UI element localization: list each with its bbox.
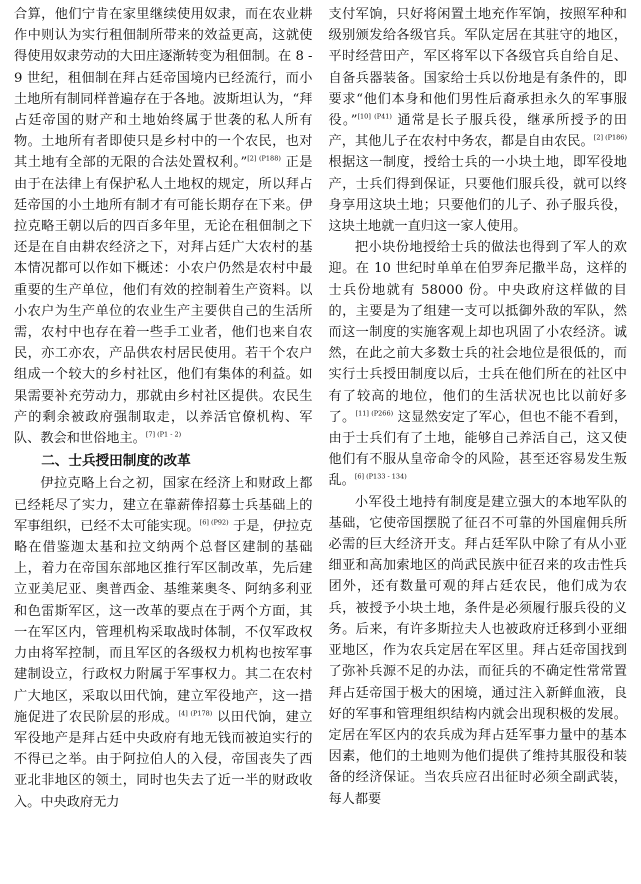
citation: [6] (P92) — [199, 518, 229, 527]
text-run: 这显然安定了军心，但也不能不看到，由于士兵们有了土地，能够自己养活自己，这又使他们有不服从皇帝命令的风险，甚至还容易发生叛乱。 — [328, 409, 628, 489]
text-run: 通常是长子服兵役，继承所授予的田产，其他儿子在农村中务农，都是自由农民。 — [328, 113, 627, 150]
text-run: 小军役土地持有制度是建立强大的本地军队的基础，它使帝国摆脱了征召不可靠的外国雇佣兵所必需的巨大经济开支。拜占廷军队中除了有从小亚细亚和高加索地区的尚武民族中征召来的攻击性兵团外，还有数量可观的拜占廷农民，他们成为农兵，被授予小块土地，条件是必须履行服兵役的义务。后来，有许多斯拉夫人也被政府迁移到小亚细亚地区，作为农兵定居在军区里。拜占廷帝国找到了弥补兵源不足的办法，而征兵的不确定性常常置拜占廷帝国于极大的困境，通过注入新鲜血液，良好的军事和管理组织结构内就会出现积极的发展。定居在军区内的农兵成为拜占廷军事力量中的基本因素，他们的土地则为他们提供了维持其服役和装备的经济保证。当农兵应召出征时必须全副武装，每人都要 — [328, 494, 627, 807]
citation: [2] (P188) — [247, 155, 281, 164]
text-run: 根据这一制度，授给士兵的一小块土地，即军役地产，士兵们得到保证，只要他们服兵役，就可以终身享用这块土地；只要他们的儿子、孙子服兵役，这块土地就一直归这一家人使用。 — [328, 155, 627, 235]
left-column — [14, 4, 313, 884]
text-run: 合算，他们宁肯在家里继续使用奴隶，而在农业耕作中则认为实行租佃制所带来的效益更高，这就使得使用奴隶劳动的大田庄逐渐转变为租佃制。在 8 - 9 世纪，租佃制在拜占廷帝国境内已经流行，而小土地所有制同样普遍存在于各地。波斯坦认为，“拜占廷帝国的财产和土地始终属于世袭的私人所有物。土地所有者即使只是乡村中的一个农民，也对其土地有全部的无限的合法处置权利。” — [14, 7, 313, 171]
text-run: 正是由于在法律上有保护私人土地权的规定，所以拜占廷帝国的小土地所有制才有可能长期存在下来。伊拉克略王朝以后的四百多年里，无论在租佃制之下还是在自由耕农经济之下，对拜占廷广大农村的基本情况都可以作如下概述：小农户仍然是农村中最重要的生产单位，他们有效的控制着生产资料。以小农户为生产单位的农业生产主要供自己的生活所需，农村中也存在着一些手工业者，他们也来自农民，亦工亦农，产品供农村居民使用。若干个农户组成一个较大的乡村社区，他们有集体的利益。如果需要补充劳动力，那就由乡村社区提供。农民生产的剩余被政府强制取走，以养活官僚机构、军队、教会和世俗地主。 — [14, 155, 313, 447]
paragraph-left-1 — [14, 4, 313, 449]
citation: [7] (P1 - 2) — [145, 430, 182, 439]
citation: [10] (P41) — [357, 112, 392, 121]
text-run: 把小块份地授给士兵的做法也得到了军人的欢迎。在 10 世纪时单单在伯罗奔尼撒半岛，这样的士兵份地就有 58000 份。中央政府这样做的目的，主要是为了组建一支可以抵御外敌的军队，然而这一制度的实施客观上却也巩固了小农经济。诚然，在此之前大多数士兵的社会地位是很低的，而实行士兵授田制度以后，士兵在他们所在的社区中有了较高的地位，他们的生活状况也比以前好多了。 — [328, 240, 627, 425]
citation: [2] (P186) — [593, 133, 627, 142]
text-run: 以田代饷，建立军役地产是拜占廷中央政府有地无钱而被迫实行的不得已之举。由于阿拉伯人的入侵，帝国丧失了西亚北非地区的领土，同时也失去了近一半的财政收入。中央政府无力 — [14, 709, 313, 810]
section-heading: 二、士兵授田制度的改革 — [41, 453, 191, 470]
paragraph-left-2 — [14, 473, 313, 812]
paragraph-right-2 — [329, 237, 628, 491]
paragraph-right-1 — [329, 4, 628, 237]
text-run: 伊拉克略上台之初，国家在经济上和财政上都已经耗尽了实力，建立在靠薪俸招募士兵基础上的军事组织，已经不太可能实现。 — [14, 476, 313, 534]
paragraph-right-3 — [329, 492, 628, 810]
citation: [4] (P178) — [178, 709, 213, 718]
text-run: 于是，伊拉克略在借鉴迦太基和拉文纳两个总督区建制的基础上，着力在帝国东部地区推行军区制改革，先后建立亚美尼亚、奥普西金、基维莱奥冬、阿纳多利亚和色雷斯军区，这一改革的要点在于两个方面，其一在军区内，管理机构采取战时体制，不仅军政权力由将军控制，而且军区的各级权力机构也按军事建制设立，行政权力附属于军事权力。其二在农村广大地区，采取以田代饷，建立军役地产，这一措施促进了农民阶层的形成。 — [14, 518, 313, 725]
right-column — [329, 4, 628, 884]
text-run: 支付军饷，只好将闲置土地充作军饷，按照军种和级别颁发给各级官兵。军队定居在其驻守的地区，平时经营田产，军区将军以下各级官兵自给自足、自备兵器装备。国家给士兵以份地是有条件的，即要求“他们本身和他们男性后裔承担永久的军事服役。” — [328, 7, 627, 129]
citation: [6] (P133 - 134) — [354, 473, 407, 482]
citation: [11] (P266) — [355, 409, 394, 418]
